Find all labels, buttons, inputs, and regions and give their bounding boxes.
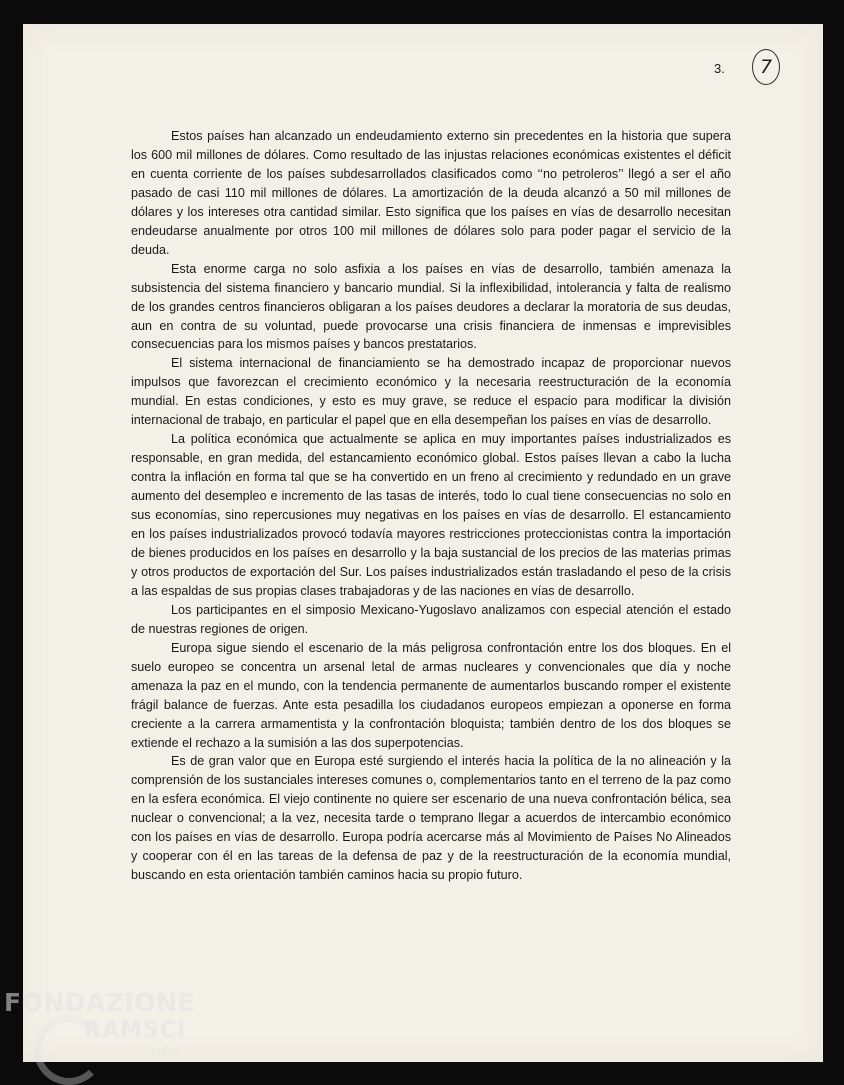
page-number: 3. (714, 61, 725, 76)
watermark-logo (0, 985, 230, 1080)
paragraph-4: La política económica que actualmente se aplica en muy importantes países industrializados es responsable, en gran medida, del estancamiento económico global. Estos países llevan a cabo la lucha contra la inflación en forma tal que se ha convertido en un freno al crecimiento y redundado en un grave aumento del desempleo e incremento de las tasas de interés, todo lo cual tiene consecuencias no solo en sus economías, sino repercusiones muy negativas en los países en vías de desarrollo. El estancamiento en los países industrializados provocó todavía mayores restricciones proteccionistas contra la importación de bienes producidos en los países en desarrollo y la baja sustancial de los precios de las materias primas y otros productos de exportación del Sur. Los países industrializados están trasladando el peso de la crisis a las espaldas de sus propias clases trabajadoras y de las naciones en vías de desarrollo. (131, 432, 731, 598)
paragraph-6: Europa sigue siendo el escenario de la más peligrosa confrontación entre los dos bloques. En el suelo europeo se concentra un arsenal letal de armas nucleares y convencionales que día y noche amenaza la paz en el mundo, con la tendencia permanente de aumentarlos buscando romper el existente frágil balance de fuerzas. Ante esta pesadilla los ciudadanos europeos empiezan a oponerse en forma creciente a la carrera armamentista y la confrontación bloquista; también dentro de los dos bloques se extiende el rechazo a la sumisión a las dos superpotencias. (131, 640, 731, 750)
page-stamp: 7 (752, 49, 780, 85)
paragraph-1: Estos países han alcanzado un endeudamiento externo sin precedentes en la historia que supera los 600 mil millones de dólares. Como resultado de las injustas relaciones económicas existentes el déficit en cuenta corriente de los países subdesarrollados clasificados como ‘‘no petroleros’’ llegó a ser el año pasado de casi 110 mil millones de dólares. La amortización de la deuda alcanzó a 50 mil millones de dólares y los intereses otra cantidad similar. Esto significa que los países en vías de desarrollo necesitan endeudarse anualmente por otros 100 mil millones de dólares solo para poder pagar el servicio de la deuda. (131, 129, 731, 257)
watermark-line-1: FONDAZIONE (4, 988, 196, 1017)
paragraph-3: El sistema internacional de financiamiento se ha demostrado incapaz de proporcionar nuevos impulsos que favorezcan el crecimiento económico y la necesaria reestructuración de la economía mundial. En estas condiciones, y esto es muy grave, se reduce el espacio para modificar la división internacional de trabajo, en particular el papel que en ella desempeñan los países en vías de desarrollo. (131, 356, 731, 428)
watermark-line-3: onlus (150, 1045, 181, 1056)
paragraph-5: Los participantes en el simposio Mexicano-Yugoslavo analizamos con especial atención el estado de nuestras regiones de origen. (131, 602, 731, 636)
paragraph-2: Esta enorme carga no solo asfixia a los países en vías de desarrollo, también amenaza la subsistencia del sistema financiero y bancario mundial. Si la inflexibilidad, intolerancia y falta de realismo de los grandes centros financieros obligaran a los países deudores a declarar la moratoria de sus deudas, aun en contra de su voluntad, puede provocarse una crisis financiera de inmensas e imprevisibles consecuencias para los mismos países y bancos prestatarios. (131, 261, 731, 352)
paragraph-7: Es de gran valor que en Europa esté surgiendo el interés hacia la política de la no alineación y la comprensión de los sustanciales intereses comunes o, complementarios tanto en el terreno de la paz como en la esfera económica. El viejo continente no quiere ser escenario de una nueva confrontación bélica, sea nuclear o convencional; a la vez, necesita tarde o temprano llegar a acuerdos de intercambio económico con los países en vías de desarrollo. Europa podría acercarse más al Movimiento de Países No Alineados y cooperar con él en las tareas de la defensa de paz y de la reestructuración de la economía mundial, buscando en esta orientación también caminos hacia su propio futuro. (131, 754, 731, 883)
watermark-line-2: RAMSCI (84, 1018, 187, 1043)
body-text (131, 127, 731, 885)
